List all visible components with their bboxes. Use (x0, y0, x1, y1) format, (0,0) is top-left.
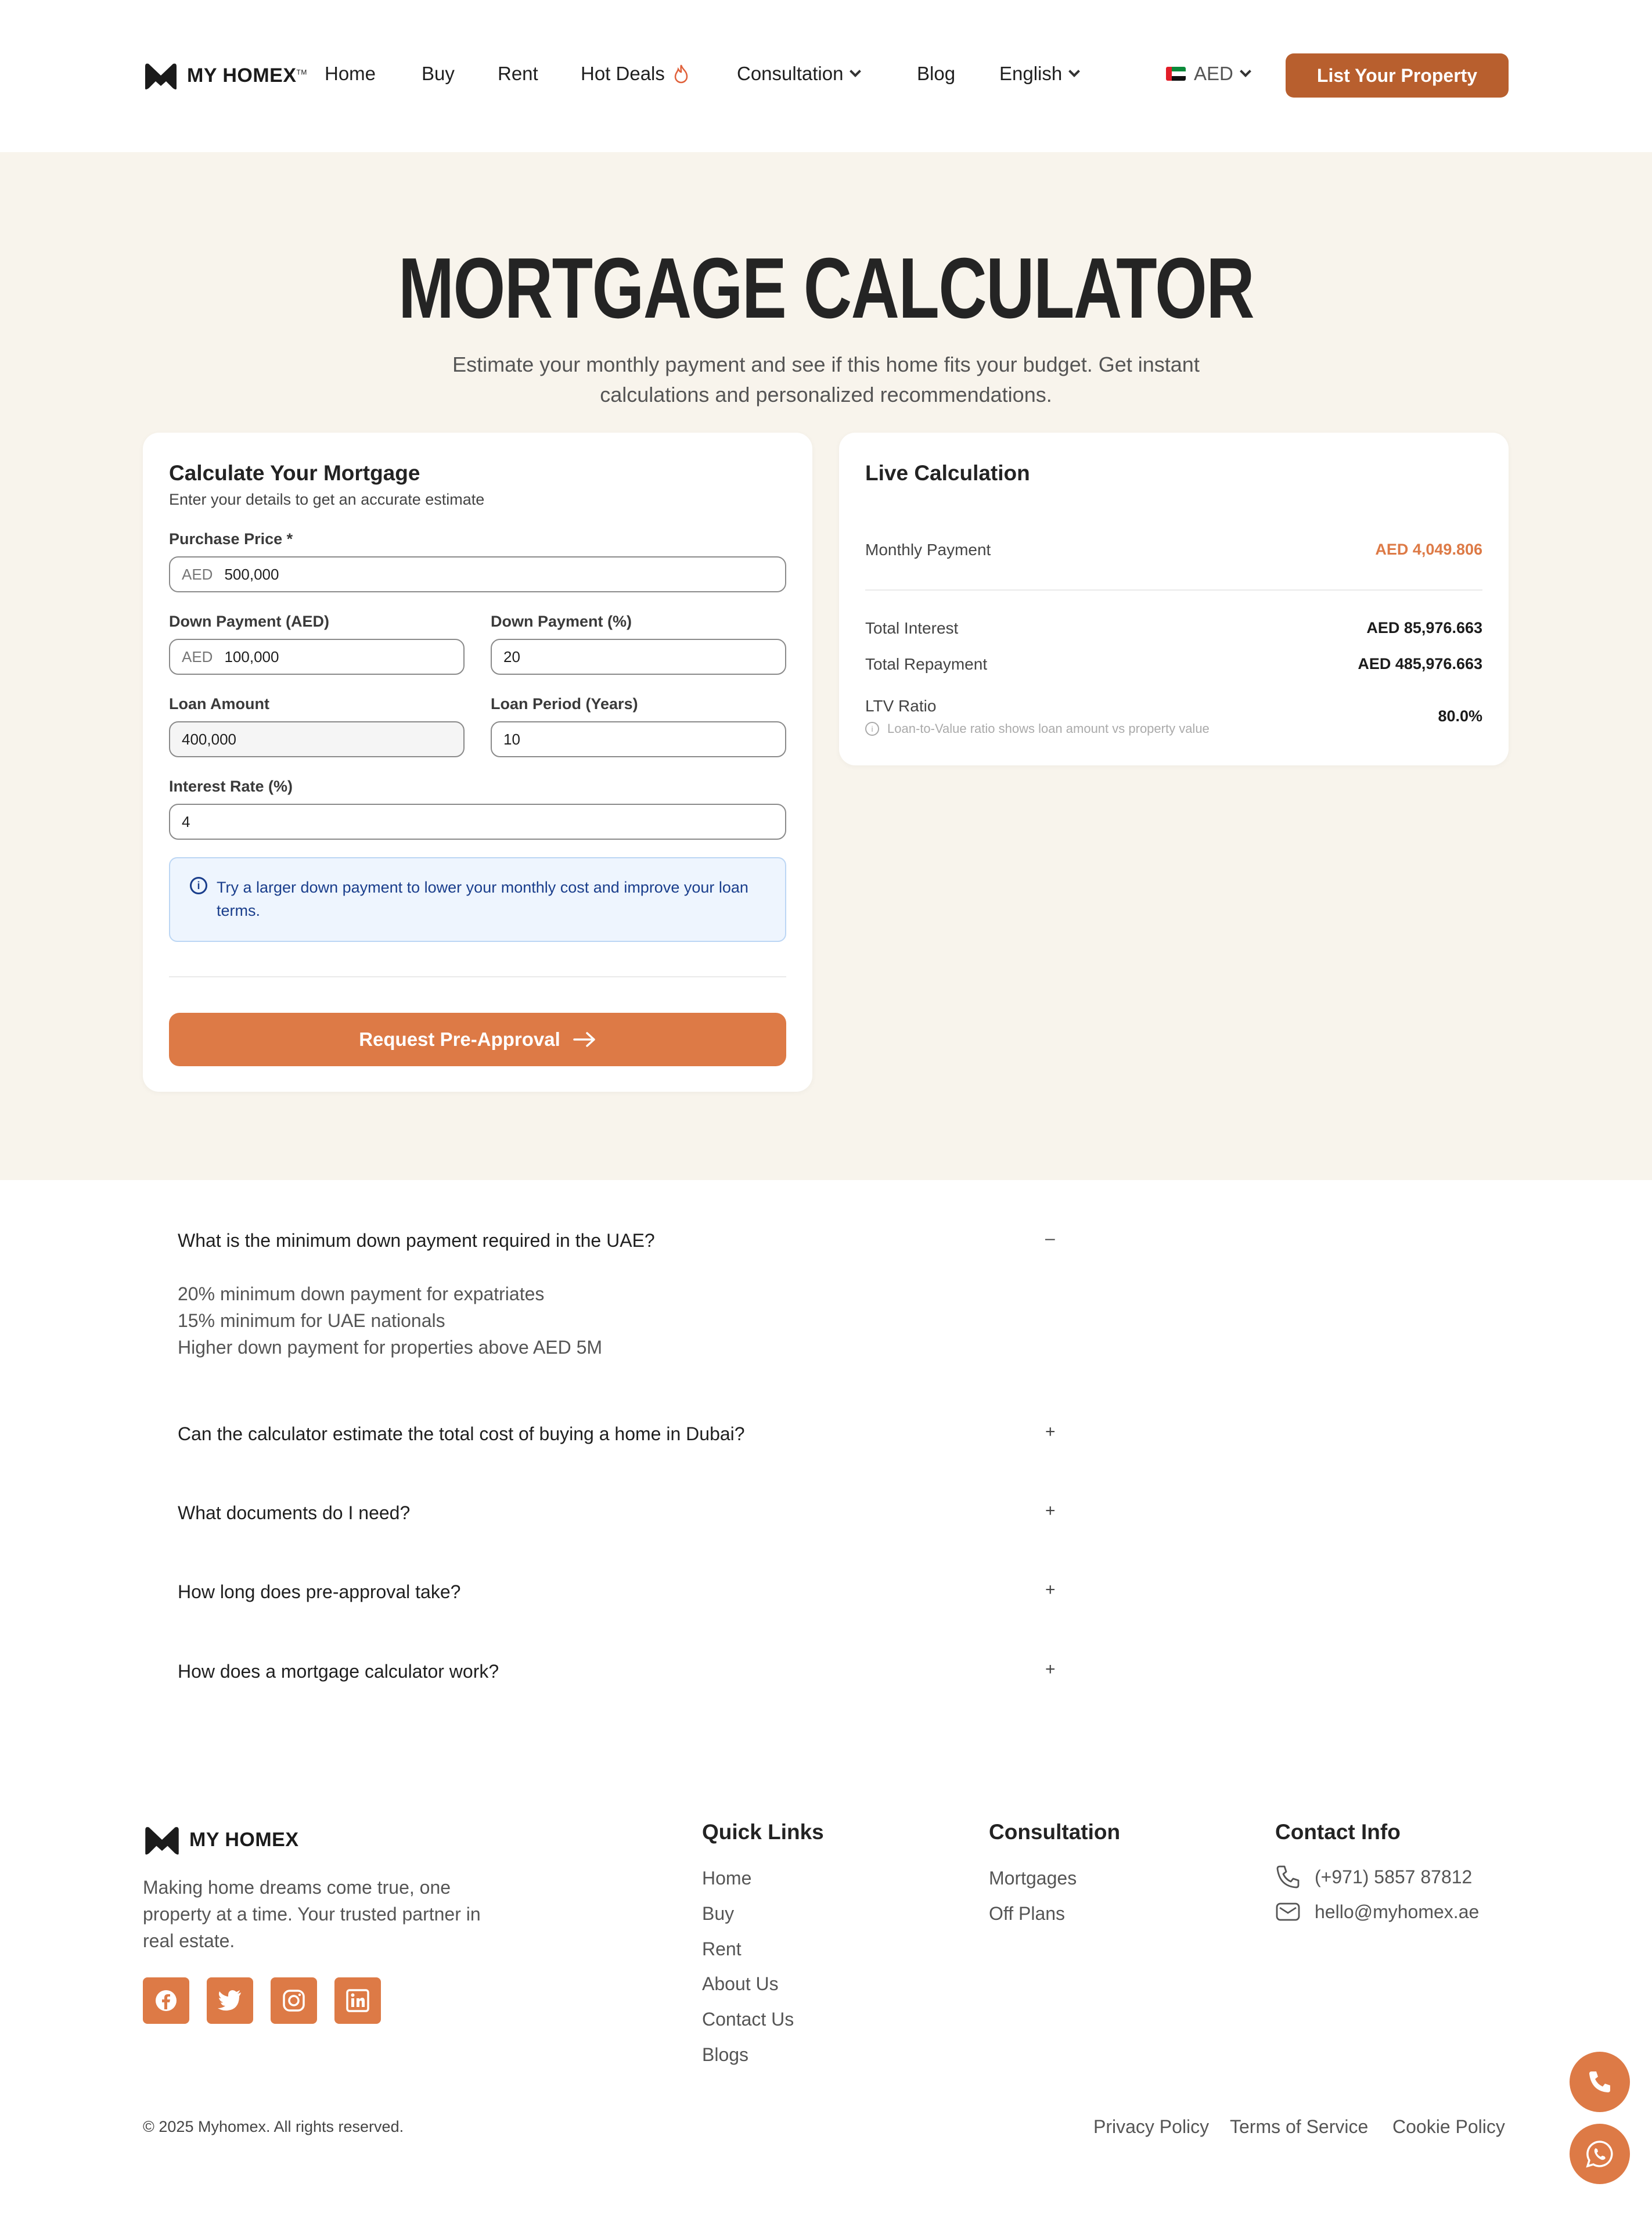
expand-icon[interactable]: + (1045, 1422, 1056, 1441)
calculator-title: Calculate Your Mortgage (169, 461, 420, 485)
contact-info-title: Contact Info (1275, 1820, 1401, 1844)
divider (169, 976, 786, 977)
interest-rate-input[interactable]: 4 (169, 804, 786, 840)
monthly-payment-label: Monthly Payment (865, 541, 991, 559)
footer-link-rent[interactable]: Rent (702, 1938, 742, 1959)
total-interest-label: Total Interest (865, 619, 959, 637)
footer-tagline: Making home dreams come true, one property at a time. Your trusted partner in real estate. (143, 1877, 481, 1951)
linkedin-icon[interactable] (334, 1977, 381, 2024)
copyright: © 2025 Myhomex. All rights reserved. (143, 2118, 404, 2135)
nav-buy[interactable]: Buy (422, 63, 455, 84)
logo-mark-icon (143, 1823, 181, 1856)
nav-home[interactable]: Home (325, 63, 376, 84)
whatsapp-icon (1585, 2139, 1614, 2168)
request-pre-approval-button[interactable]: Request Pre-Approval (169, 1013, 786, 1066)
footer-link-mortgages[interactable]: Mortgages (989, 1868, 1077, 1889)
mail-icon (1275, 1900, 1301, 1923)
footer-link-blogs[interactable]: Blogs (702, 2044, 749, 2065)
chevron-down-icon (1240, 66, 1251, 77)
call-button[interactable] (1570, 2052, 1630, 2112)
nav-blog[interactable]: Blog (917, 63, 956, 84)
privacy-policy-link[interactable]: Privacy Policy (1093, 2116, 1210, 2137)
footer-logo[interactable] (143, 1823, 299, 1856)
faq-answer: 20% minimum down payment for expatriates 15% minimum for UAE nationals Higher down payment for properties above AED 5M (178, 1283, 603, 1358)
quick-links-title: Quick Links (702, 1820, 824, 1844)
chevron-down-icon (1068, 66, 1080, 77)
page-title: MORTGAGE CALCULATOR (398, 240, 1254, 336)
chevron-down-icon (850, 66, 862, 77)
faq-question[interactable]: How long does pre-approval take? (178, 1581, 461, 1602)
nav-rent[interactable]: Rent (498, 63, 538, 84)
total-repayment-value: AED 485,976.663 (1358, 655, 1482, 672)
loan-period-label: Loan Period (Years) (491, 695, 638, 713)
footer-link-buy[interactable]: Buy (702, 1903, 735, 1924)
loan-period-input[interactable]: 10 (491, 721, 786, 757)
cookie-policy-link[interactable]: Cookie Policy (1392, 2116, 1505, 2137)
page-subtitle: Estimate your monthly payment and see if this home fits your budget. Get instant calculations and personalized recommendations. (452, 353, 1200, 407)
nav-consultation[interactable]: Consultation (737, 63, 859, 85)
purchase-price-input[interactable]: AED 500,000 (169, 556, 786, 592)
footer-link-contact[interactable]: Contact Us (702, 2009, 794, 2030)
site-header (0, 0, 1652, 152)
tip-text: Try a larger down payment to lower your monthly cost and improve your loan terms. (217, 879, 748, 919)
tip-box (169, 857, 786, 942)
down-payment-pct-input[interactable]: 20 (491, 639, 786, 675)
footer-link-about[interactable]: About Us (702, 1973, 779, 1994)
total-interest-value: AED 85,976.663 (1366, 619, 1482, 636)
divider (865, 589, 1482, 591)
footer-link-home[interactable]: Home (702, 1868, 752, 1889)
footer-link-off-plans[interactable]: Off Plans (989, 1903, 1066, 1924)
whatsapp-button[interactable] (1570, 2124, 1630, 2184)
calculator-subtitle: Enter your details to get an accurate estimate (169, 491, 485, 508)
loan-amount-label: Loan Amount (169, 695, 269, 713)
logo[interactable] (143, 60, 307, 91)
down-payment-pct-label: Down Payment (%) (491, 613, 632, 630)
fire-icon (673, 64, 689, 84)
expand-icon[interactable]: + (1045, 1501, 1056, 1520)
info-icon: i (865, 722, 879, 736)
instagram-icon[interactable] (271, 1977, 317, 2024)
contact-email[interactable]: hello@myhomex.ae (1275, 1900, 1479, 1923)
faq-question[interactable]: Can the calculator estimate the total cost of buying a home in Dubai? (178, 1423, 745, 1444)
total-repayment-label: Total Repayment (865, 655, 988, 673)
interest-rate-label: Interest Rate (%) (169, 778, 293, 795)
collapse-icon[interactable]: – (1045, 1229, 1055, 1248)
ltv-label: LTV Ratio (865, 697, 937, 715)
down-payment-aed-input[interactable]: AED 100,000 (169, 639, 465, 675)
facebook-icon[interactable] (143, 1977, 189, 2024)
logo-mark-icon (143, 60, 179, 91)
logo-text: MY HOMEX™ (187, 64, 307, 87)
faq-question[interactable]: What documents do I need? (178, 1502, 411, 1523)
list-property-button[interactable]: List Your Property (1286, 53, 1509, 98)
expand-icon[interactable]: + (1045, 1580, 1056, 1599)
loan-amount-field: 400,000 (169, 721, 465, 757)
phone-icon (1587, 2069, 1613, 2095)
info-icon: i (190, 877, 207, 894)
nav-hot-deals[interactable]: Hot Deals (581, 63, 689, 85)
down-payment-aed-label: Down Payment (AED) (169, 613, 330, 630)
consultation-title: Consultation (989, 1820, 1121, 1844)
logo-text: MY HOMEX (189, 1828, 299, 1851)
terms-link[interactable]: Terms of Service (1230, 2116, 1369, 2137)
faq-question[interactable]: What is the minimum down payment required in the UAE? (178, 1230, 655, 1251)
language-selector[interactable]: English (999, 63, 1078, 85)
ltv-value: 80.0% (1438, 707, 1482, 725)
purchase-price-label: Purchase Price * (169, 530, 293, 548)
expand-icon[interactable]: + (1045, 1660, 1056, 1679)
arrow-right-icon (573, 1031, 596, 1048)
monthly-payment-value: AED 4,049.806 (1375, 541, 1482, 558)
faq-question[interactable]: How does a mortgage calculator work? (178, 1661, 499, 1682)
currency-selector[interactable]: AED (1166, 63, 1250, 85)
phone-icon (1275, 1864, 1301, 1890)
uae-flag-icon (1166, 67, 1186, 81)
contact-phone[interactable]: (+971) 5857 87812 (1275, 1864, 1472, 1890)
ltv-note: i Loan-to-Value ratio shows loan amount vs property value (865, 721, 1210, 736)
live-calculation-title: Live Calculation (865, 461, 1030, 485)
twitter-icon[interactable] (207, 1977, 253, 2024)
